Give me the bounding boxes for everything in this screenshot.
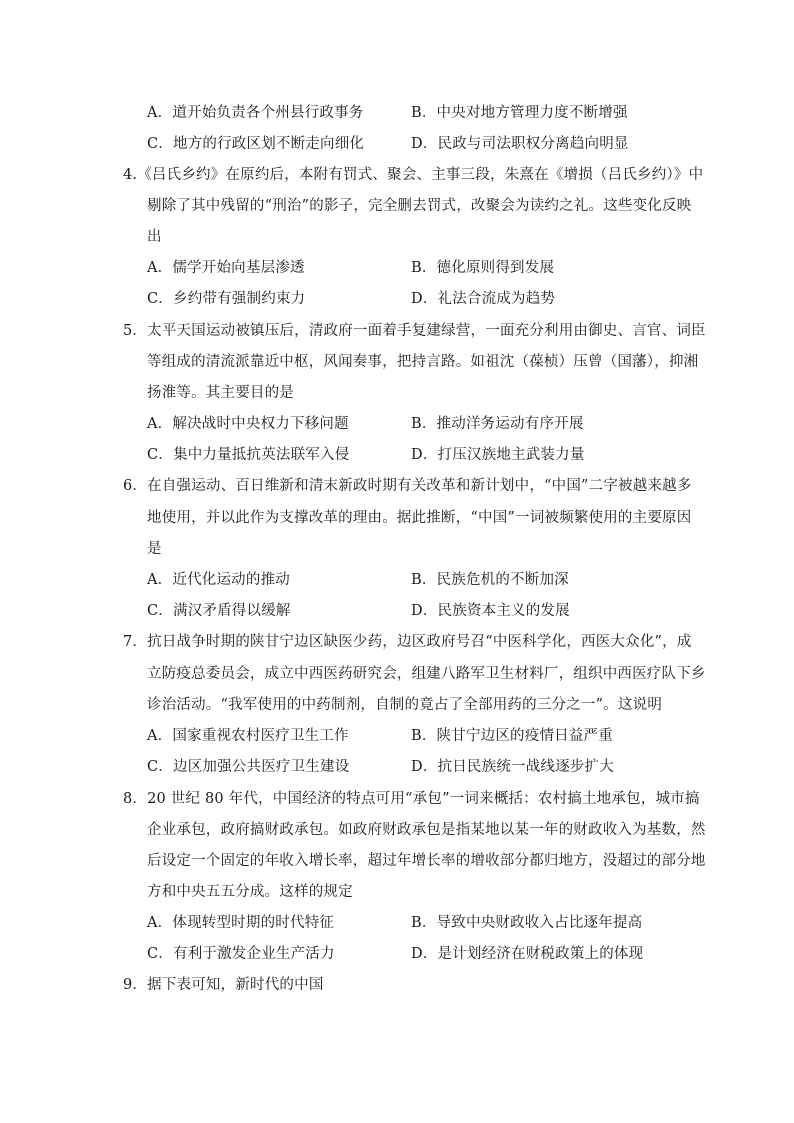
q6-stem-line-2: 地使用，并以此作为支撑改革的理由。据此推断，“中国”一词被频繁使用的主要原因: [147, 510, 692, 526]
q3-option-d: D．民政与司法职权分离趋向明显: [411, 136, 629, 152]
q4-stem-line-2: 剔除了其中残留的“刑治”的影子，完全删去罚式，改聚会为读约之礼。这些变化反映: [147, 198, 692, 214]
q8-stem-line-3: 后设定一个固定的年收入增长率，超过年增长率的增收部分都归地方，没超过的部分地: [147, 853, 706, 869]
q4-option-b: B．德化原则得到发展: [411, 260, 555, 276]
q4-stem-line-3: 出: [147, 229, 162, 245]
q5-option-b: B．推动洋务运动有序开展: [411, 416, 584, 432]
q8-stem-line-1: 8．20 世纪 80 年代，中国经济的特点可用“承包”一词来概括：农村搞土地承包，城市搞: [123, 791, 700, 807]
q7-option-b: B．陕甘宁边区的疫情日益严重: [411, 728, 613, 744]
q7-option-d: D．抗日民族统一战线逐步扩大: [411, 759, 614, 775]
q7-option-c: C．边区加强公共医疗卫生建设: [147, 759, 350, 775]
q7-stem-line-2: 立防疫总委员会，成立中西医药研究会，组建八路军卫生材料厂，组织中西医疗队下乡: [147, 666, 706, 682]
q6-option-d: D．民族资本主义的发展: [411, 603, 570, 619]
q4-option-c: C．乡约带有强制约束力: [147, 291, 306, 307]
q7-option-a: A．国家重视农村医疗卫生工作: [147, 728, 349, 744]
q8-option-c: C．有利于激发企业生产活力: [147, 946, 335, 962]
q4-stem-line-1: 4.《吕氏乡约》在原约后，本附有罚式、聚会、主事三段，朱熹在《增损（吕氏乡约）》中: [123, 167, 704, 183]
q3-option-b: B．中央对地方管理力度不断增强: [411, 105, 628, 121]
q6-option-a: A．近代化运动的推动: [147, 572, 290, 588]
q5-option-a: A．解决战时中央权力下移问题: [147, 416, 349, 432]
q5-option-c: C．集中力量抵抗英法联军入侵: [147, 447, 350, 463]
q8-stem-line-4: 方和中央五五分成。这样的规定: [147, 884, 353, 900]
q5-stem-line-2: 等组成的清流派靠近中枢，风闻奏事，把持言路。如祖沈（葆桢）压曾（国藩），抑湘: [147, 354, 699, 370]
q8-option-b: B．导致中央财政收入占比逐年提高: [411, 915, 643, 931]
q7-stem-line-1: 7．抗日战争时期的陕甘宁边区缺医少药，边区政府号召“中医科学化，西医大众化”，成: [123, 634, 692, 650]
q6-option-b: B．民族危机的不断加深: [411, 572, 569, 588]
q5-option-d: D．打压汉族地主武装力量: [411, 447, 585, 463]
q9-stem-line-1: 9．据下表可知，新时代的中国: [123, 977, 324, 993]
q7-stem-line-3: 诊治活动。“我军使用的中药制剂，自制的竟占了全部用药的三分之一”。这说明: [147, 697, 663, 713]
q3-option-a: A．道开始负责各个州县行政事务: [147, 105, 364, 121]
q5-stem-line-3: 扬淮等。其主要目的是: [147, 385, 294, 401]
q5-stem-line-1: 5．太平天国运动被镇压后，清政府一面着手复建绿营，一面充分利用由御史、言官、词臣: [123, 323, 706, 339]
q6-option-c: C．满汉矛盾得以缓解: [147, 603, 291, 619]
q8-stem-line-2: 企业承包，政府搞财政承包。如政府财政承包是指某地以某一年的财政收入为基数，然: [147, 822, 706, 838]
q3-option-c: C．地方的行政区划不断走向细化: [147, 136, 365, 152]
q6-stem-line-1: 6．在自强运动、百日维新和清末新政时期有关改革和新计划中，“中国”二字被越来越多: [123, 478, 692, 494]
q4-option-d: D．礼法合流成为趋势: [411, 291, 556, 307]
q8-option-d: D．是计划经济在财税政策上的体现: [411, 946, 644, 962]
q6-stem-line-3: 是: [147, 541, 162, 557]
q8-option-a: A．体现转型时期的时代特征: [147, 915, 335, 931]
q4-option-a: A．儒学开始向基层渗透: [147, 260, 305, 276]
